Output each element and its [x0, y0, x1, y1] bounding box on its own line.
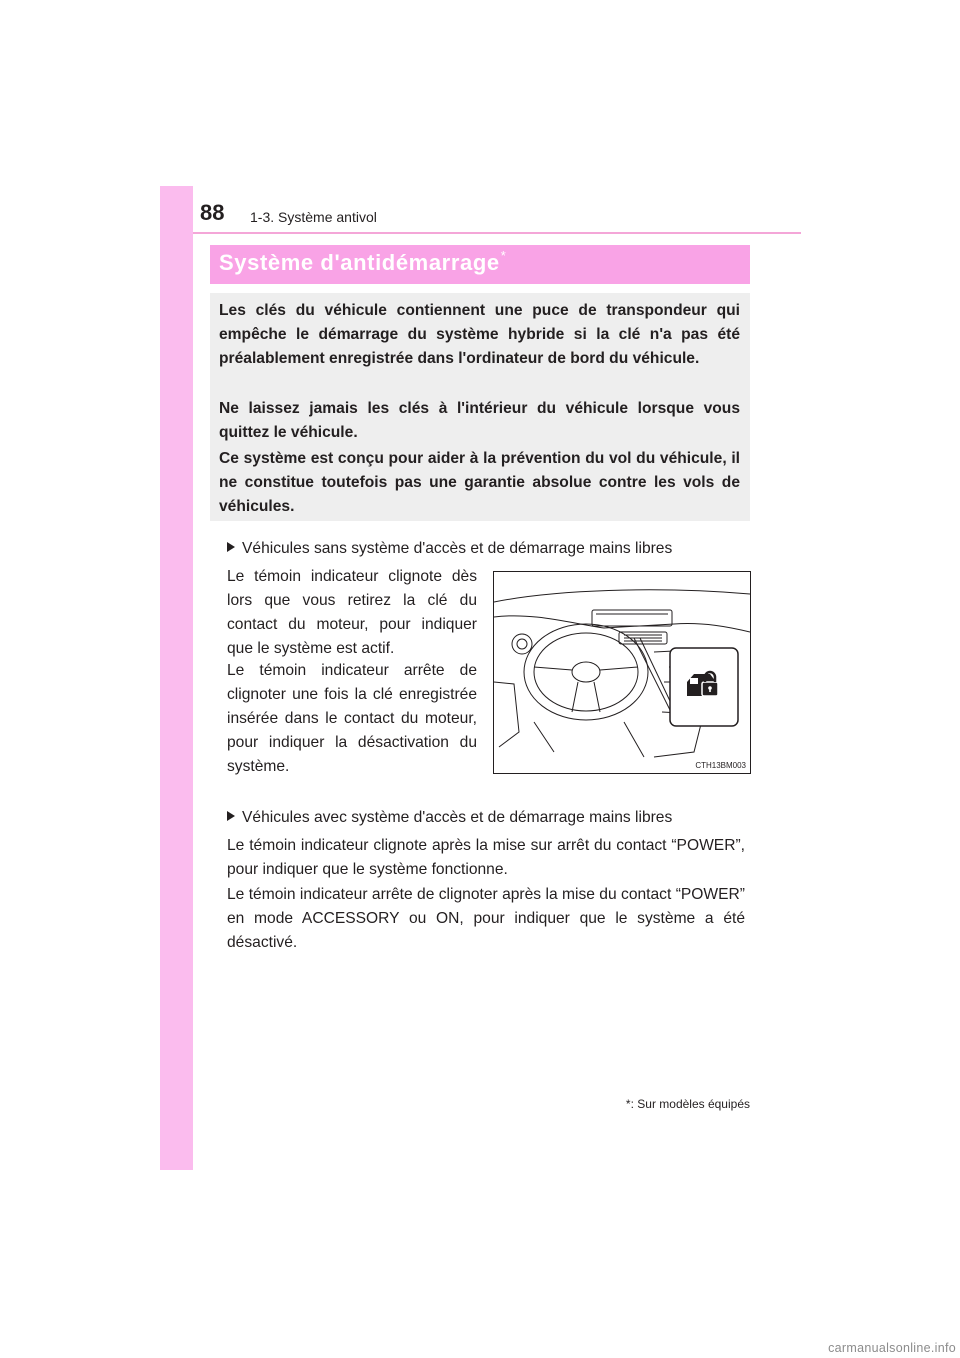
- footnote-mark: *: [625, 1097, 631, 1111]
- page-number: 88: [200, 200, 225, 225]
- page-title: [219, 250, 506, 276]
- dashboard-illustration: [493, 571, 751, 774]
- bullet-smart-entry-text: Véhicules avec système d'accès et de démarrage mains libres: [242, 809, 673, 826]
- figure-code: CTH13BM003: [695, 761, 746, 770]
- title-bar: [210, 245, 750, 284]
- bullet-no-smart-entry-text: Véhicules sans système d'accès et de démarrage mains libres: [242, 540, 673, 557]
- section1-paragraph-1: Le témoin indicateur clignote dès lors que vous retirez la clé du contact du moteur, pour indiquer que le système est actif.: [227, 568, 477, 657]
- intro-paragraph-1: Les clés du véhicule contiennent une puce de transpondeur qui empêche le démarrage du système hybride si la clé n'a pas été préalablement enregistrée dans l'ordinateur de bord du véhicule.: [219, 302, 740, 367]
- section2-paragraph-1: Le témoin indicateur clignote après la mise sur arrêt du contact “POWER”, pour indiquer que le système fonctionne.: [227, 837, 745, 878]
- section1-paragraph-2: Le témoin indicateur arrête de clignoter une fois la clé enregistrée insérée dans le contact du moteur, pour indiquer la désactivation du système.: [227, 662, 477, 775]
- footnote-text: : Sur modèles équipés: [630, 1097, 750, 1111]
- intro-paragraph-2: Ne laissez jamais les clés à l'intérieur du véhicule lorsque vous quittez le véhicule.: [219, 400, 740, 441]
- footnote: [626, 1097, 750, 1111]
- intro-box: [210, 293, 750, 521]
- triangle-bullet-icon: [227, 542, 235, 552]
- page-title-text: Système d'antidémarrage: [219, 250, 500, 275]
- section2-paragraph-2: Le témoin indicateur arrête de clignoter après la mise du contact “POWER” en mode ACCESSORY ou ON, pour indiquer que le système a été désactivé.: [227, 886, 745, 951]
- section-label: 1-3. Système antivol: [250, 209, 377, 225]
- bullet-smart-entry: [227, 806, 672, 830]
- intro-paragraph-3: Ce système est conçu pour aider à la prévention du vol du véhicule, il ne constitue toutefois pas une garantie absolue contre les vols de véhicules.: [219, 450, 740, 515]
- watermark: carmanualsonline.info: [828, 1341, 956, 1355]
- chapter-side-tab: [160, 186, 193, 1170]
- bullet-no-smart-entry: [227, 537, 672, 561]
- dashboard-drawing: [494, 572, 750, 773]
- title-footnote-mark: *: [500, 248, 507, 263]
- triangle-bullet-icon: [227, 811, 235, 821]
- header-rule: [193, 232, 801, 234]
